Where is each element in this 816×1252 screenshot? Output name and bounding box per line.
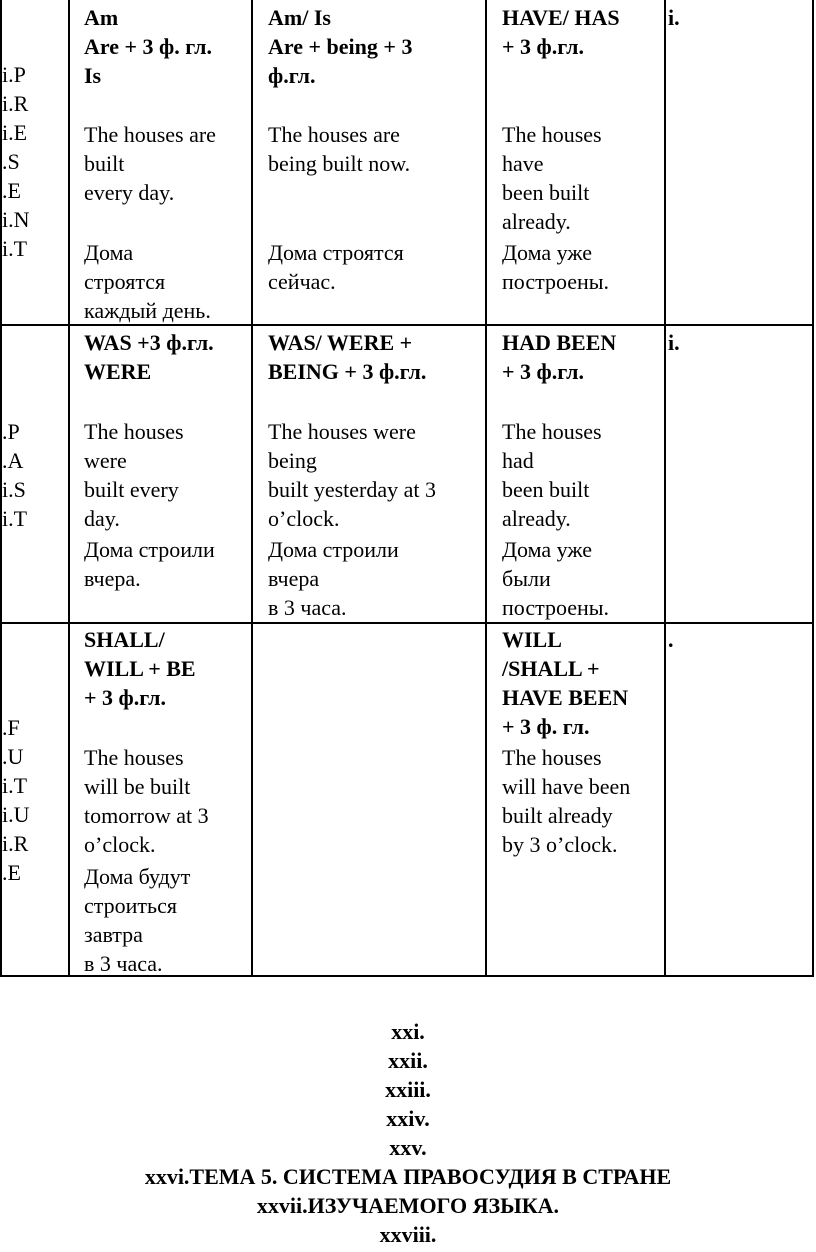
past-perfect-example-en: The houses had been built already. — [502, 419, 602, 531]
present-perfect-example-en: The houses have been built already. — [502, 122, 602, 234]
future-perfect-example-en: The houses will have been built already by 3 o’clock. — [502, 745, 631, 857]
table-row-divider-2 — [0, 622, 814, 624]
present-continuous-example-ru: Дома строятся сейчас. — [268, 240, 404, 294]
footer-line-xxii: xxii. — [388, 1048, 428, 1073]
row-future-right-mark: . — [668, 627, 674, 652]
present-simple-example-ru: Дома строятся каждый день. — [84, 240, 211, 323]
footer-line-xxiii: xxiii. — [385, 1077, 431, 1102]
row-past-labels: .P .A i.S i.T — [2, 419, 28, 531]
row-present-labels: i.P i.R i.E .S .E i.N i.T — [2, 62, 30, 261]
footer-line-xxiv: xxiv. — [386, 1106, 430, 1131]
present-perfect-example-ru: Дома уже построены. — [502, 240, 610, 294]
past-continuous-example-en: The houses were being built yesterday at 3 o’clock. — [268, 419, 437, 531]
past-perfect-formula: HAD BEEN + 3 ф.гл. — [502, 330, 617, 384]
past-continuous-example-ru: Дома строили вчера в 3 часа. — [268, 537, 399, 620]
table-col-divider-2 — [251, 0, 253, 976]
past-perfect-example-ru: Дома уже были построены. — [502, 537, 610, 620]
future-simple-formula: SHALL/ WILL + BE + 3 ф.гл. — [84, 627, 196, 710]
present-continuous-example-en: The houses are being built now. — [268, 122, 411, 176]
table-col-divider-4 — [664, 0, 666, 976]
past-simple-formula: WAS +3 ф.гл. WERE — [84, 330, 214, 384]
present-continuous-formula: Am/ Is Are + being + 3 ф.гл. — [268, 5, 413, 88]
present-simple-formula: Am Are + 3 ф. гл. Is — [84, 5, 212, 88]
footer-line-xxv: xxv. — [389, 1135, 427, 1160]
future-perfect-formula: WILL /SHALL + HAVE BEEN + 3 ф. гл. — [502, 627, 629, 739]
table-col-divider-3 — [485, 0, 487, 976]
future-simple-example-en: The houses will be built tomorrow at 3 o’clock. — [84, 745, 209, 857]
footer-heading-language: xxvii.ИЗУЧАЕМОГО ЯЗЫКА. — [256, 1193, 560, 1218]
footer-line-xxi: xxi. — [391, 1019, 425, 1044]
row-present-right-mark: i. — [668, 5, 680, 30]
past-simple-example-en: The houses were built every day. — [84, 419, 184, 531]
present-simple-example-en: The houses are built every day. — [84, 122, 216, 205]
row-future-labels: .F .U i.T i.U i.R .E — [2, 715, 30, 885]
table-border-right — [812, 0, 814, 976]
footer-line-xxviii: xxviii. — [379, 1222, 437, 1247]
footer-heading-topic: xxvi.ТЕМА 5. СИСТЕМА ПРАВОСУДИЯ В СТРАНЕ — [144, 1164, 672, 1189]
past-simple-example-ru: Дома строили вчера. — [84, 537, 215, 591]
future-simple-example-ru: Дома будут строиться завтра в 3 часа. — [84, 864, 191, 976]
past-continuous-formula: WAS/ WERE + BEING + 3 ф.гл. — [268, 330, 427, 384]
present-perfect-formula: HAVE/ HAS + 3 ф.гл. — [502, 5, 620, 59]
row-past-right-mark: i. — [668, 330, 680, 355]
